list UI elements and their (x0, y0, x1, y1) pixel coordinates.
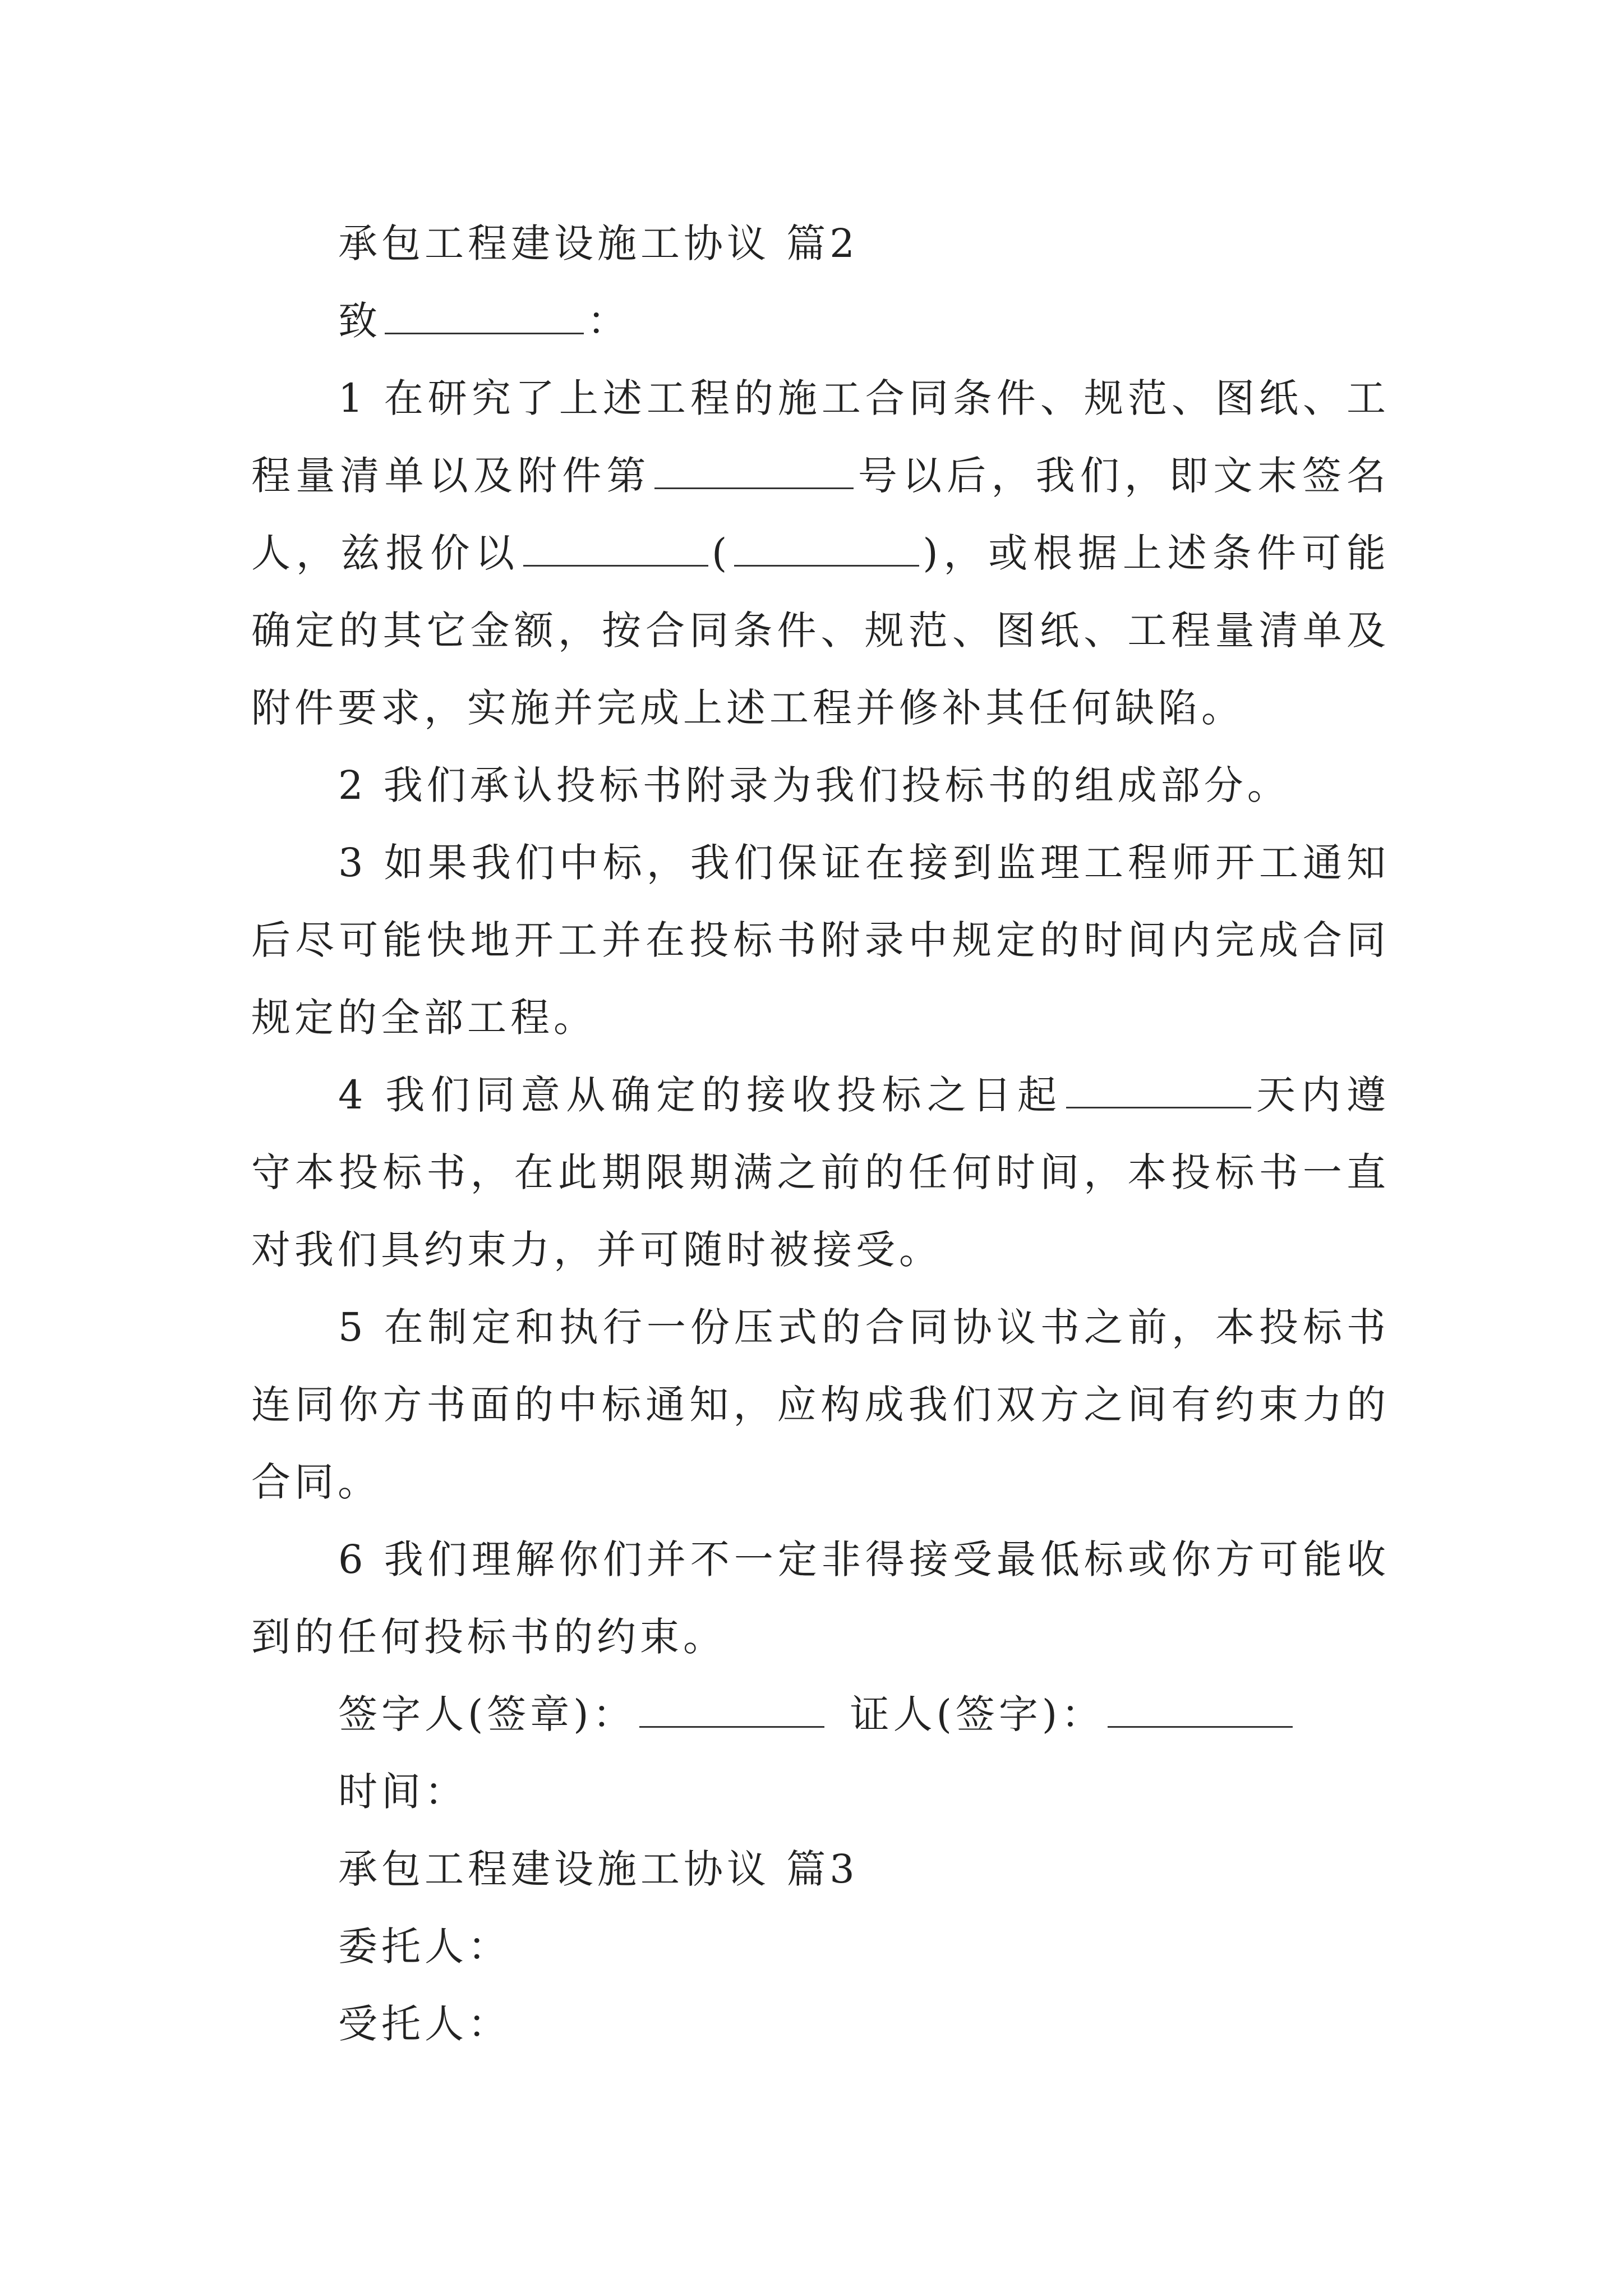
signer-blank (639, 1689, 824, 1728)
price-blank (523, 528, 708, 567)
recipient-line (251, 282, 1390, 360)
recipient-blank (385, 296, 584, 335)
days-blank (1066, 1070, 1251, 1109)
clause-2: 2 我们承认投标书附录为我们投标书的组成部分。 (338, 762, 1290, 808)
time-line: 时间： (338, 1769, 468, 1815)
clause-4-text-b: 天内遵守本投标书，在此期限期满之前的任何时间，本投标书一直对我们具约束力，并可随时被接受。 (251, 1072, 1390, 1273)
clause-1 (251, 360, 1390, 747)
recipient-suffix: ： (587, 298, 630, 344)
clause-4-text-a: 4 我们同意从确定的接收投标之日起 (338, 1072, 1063, 1118)
clause-4 (251, 1056, 1390, 1289)
witness-label: 证人(签字)： (850, 1691, 1105, 1737)
clause-1-text-d: )，或根据上述条件可能确定的其它金额，按合同条件、规范、图纸、工程量清单及附件要求，实施并完成上述工程并修补其任何缺陷。 (251, 530, 1390, 731)
section3-title: 承包工程建设施工协议 篇3 (338, 1846, 859, 1892)
clause-1-text-a: 1 在研究了上述工程的施工合同条件、规范、图纸、工程量清单以及附件第 (251, 375, 1390, 499)
signer-label: 签字人(签章)： (338, 1691, 636, 1737)
signature-line (251, 1676, 1390, 1753)
clause-1-text-b: 号以后，我们，即文末签名人，兹报价以 (251, 453, 1390, 576)
section2-title: 承包工程建设施工协议 篇2 (338, 220, 859, 266)
witness-blank (1108, 1689, 1293, 1728)
clause-1-text-c: ( (712, 530, 731, 576)
price-words-blank (734, 528, 919, 567)
clause-3: 3 如果我们中标，我们保证在接到监理工程师开工通知后尽可能快地开工并在投标书附录中规定的时间内完成合同规定的全部工程。 (251, 840, 1390, 1041)
recipient-prefix: 致 (338, 298, 381, 344)
clause-6: 6 我们理解你们并不一定非得接受最低标或你方可能收到的任何投标书的约束。 (251, 1536, 1390, 1660)
document-body (251, 205, 1390, 2063)
attachment-number-blank (654, 450, 854, 490)
clause-5: 5 在制定和执行一份压式的合同协议书之前，本投标书连同你方书面的中标通知，应构成我们双方之间有约束力的合同。 (251, 1304, 1390, 1505)
trustee-line: 受托人： (338, 2001, 511, 2047)
client-line: 委托人： (338, 1924, 511, 1970)
